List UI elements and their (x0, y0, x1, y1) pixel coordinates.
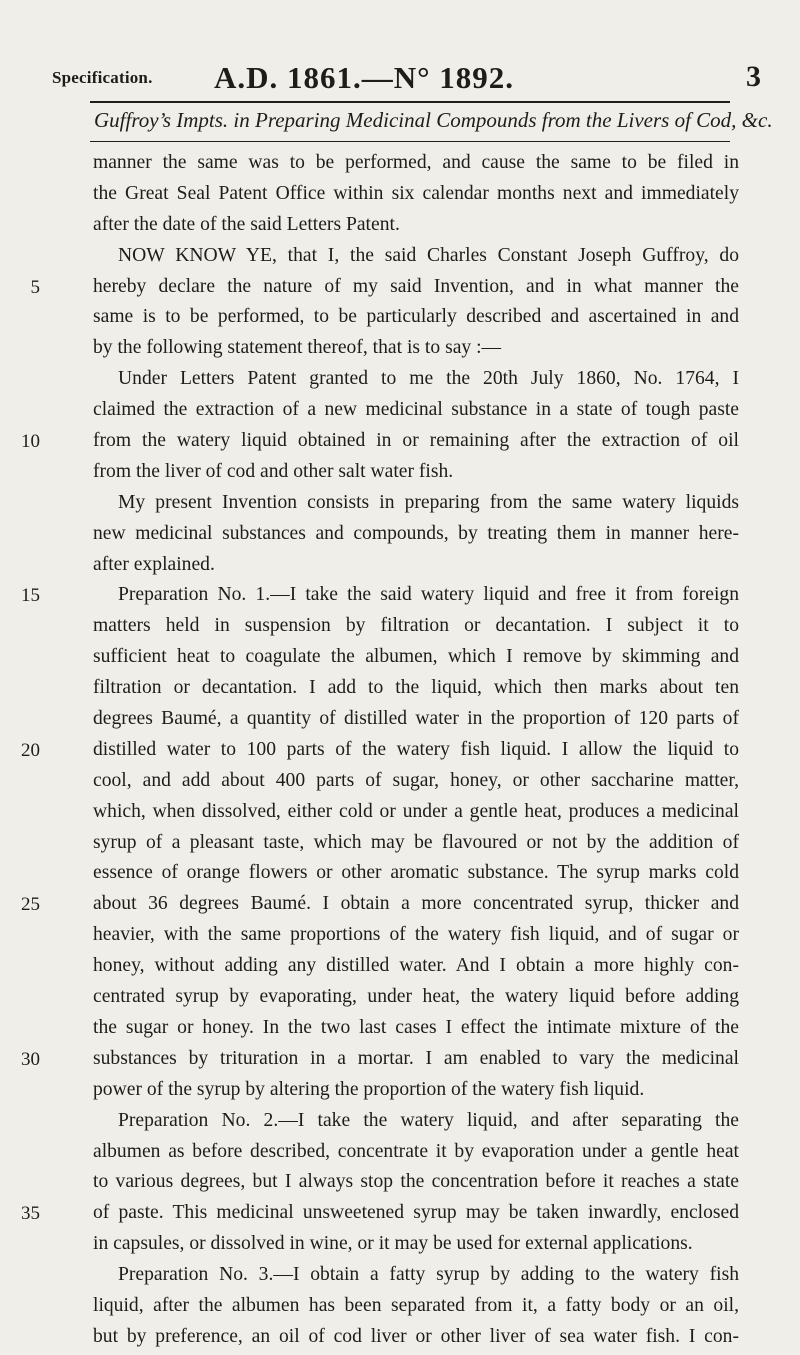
line-text: My present Invention consists in preparing from the same watery liquids (118, 491, 739, 513)
text-line (0, 1231, 800, 1262)
text-line (0, 768, 800, 799)
text-line (0, 1169, 800, 1200)
text-line (0, 891, 800, 922)
line-text: by the following statement thereof, that is to say :— (93, 337, 502, 359)
text-line (0, 1262, 800, 1293)
line-text: from the watery liquid obtained in or remaining after the extraction of oil (93, 430, 739, 452)
line-text: matters held in suspension by filtration or decantation. I subject it to (93, 615, 739, 637)
text-line (0, 613, 800, 644)
line-text: honey, without adding any distilled water. And I obtain a more highly con- (93, 955, 739, 977)
text-line (0, 582, 800, 613)
text-line (0, 304, 800, 335)
line-text: substances by trituration in a mortar. I am enabled to vary the medicinal (93, 1047, 739, 1069)
line-text: manner the same was to be performed, and cause the same to be filed in (93, 152, 739, 173)
line-text: after the date of the said Letters Patent. (93, 213, 400, 235)
text-line (0, 1324, 800, 1355)
line-text: Under Letters Patent granted to me the 20th July 1860, No. 1764, I (118, 368, 739, 390)
text-line (0, 552, 800, 583)
line-text: sufficient heat to coagulate the albumen, which I remove by skimming and (93, 646, 739, 668)
text-line (0, 490, 800, 521)
text-line (0, 397, 800, 428)
running-subtitle: Guffroy’s Impts. in Preparing Medicinal Compounds from the Livers of Cod, &c. (94, 108, 773, 132)
line-text: in capsules, or dissolved in wine, or it may be used for external applications. (93, 1233, 693, 1255)
line-text: centrated syrup by evaporating, under heat, the watery liquid before adding (93, 986, 739, 1008)
line-text: cool, and add about 400 parts of sugar, honey, or other saccharine matter, (93, 769, 739, 791)
text-line (0, 644, 800, 675)
line-text: distilled water to 100 parts of the watery fish liquid. I allow the liquid to (93, 738, 739, 760)
line-text: of paste. This medicinal unsweetened syrup may be taken inwardly, enclosed (93, 1202, 739, 1224)
line-text: claimed the extraction of a new medicinal substance in a state of tough paste (93, 399, 739, 421)
line-text: which, when dissolved, either cold or under a gentle heat, produces a medicinal (93, 800, 739, 822)
text-line (0, 737, 800, 768)
line-number: 10 (21, 431, 40, 453)
text-line (0, 459, 800, 490)
text-line (0, 521, 800, 552)
line-text: Preparation No. 1.—I take the said watery liquid and free it from foreign (118, 584, 739, 606)
line-text: the Great Seal Patent Office within six calendar months next and immediately (93, 182, 739, 204)
text-line (0, 1077, 800, 1108)
text-line (0, 1015, 800, 1046)
patent-number-title: A.D. 1861.—N° 1892. (214, 60, 515, 95)
text-line (0, 366, 800, 397)
line-text: heavier, with the same proportions of the watery fish liquid, and of sugar or (93, 924, 739, 946)
text-line (0, 1139, 800, 1170)
line-text: new medicinal substances and compounds, by treating them in manner here- (93, 522, 739, 544)
text-line (0, 181, 800, 212)
line-text: Preparation No. 3.—I obtain a fatty syrup by adding to the watery fish (118, 1264, 739, 1286)
text-line (0, 953, 800, 984)
text-line (0, 428, 800, 459)
text-line (0, 243, 800, 274)
line-text: power of the syrup by altering the proportion of the watery fish liquid. (93, 1078, 645, 1100)
text-line (0, 922, 800, 953)
page-number: 3 (746, 60, 761, 93)
header-rule-top (90, 101, 730, 103)
line-text: to various degrees, but I always stop the concentration before it reaches a state (93, 1171, 739, 1193)
line-text: but by preference, an oil of cod liver or other liver of sea water fish. I con- (93, 1325, 739, 1347)
line-text: NOW KNOW YE, that I, the said Charles Constant Joseph Guffroy, do (118, 244, 739, 266)
text-line (0, 150, 800, 181)
text-line (0, 335, 800, 366)
line-text: liquid, after the albumen has been separated from it, a fatty body or an oil, (93, 1294, 739, 1316)
line-text: essence of orange flowers or other aromatic substance. The syrup marks cold (93, 862, 739, 884)
line-text: same is to be performed, to be particularly described and ascertained in and (93, 306, 739, 328)
text-line (0, 830, 800, 861)
header-rule-bottom (90, 141, 730, 142)
line-text: the sugar or honey. In the two last cases I effect the intimate mixture of the (93, 1016, 739, 1038)
line-number: 5 (30, 276, 40, 298)
line-text: albumen as before described, concentrate it by evaporation under a gentle heat (93, 1140, 739, 1162)
body-text (0, 150, 800, 1355)
line-number: 20 (21, 739, 40, 761)
text-line (0, 675, 800, 706)
text-line (0, 274, 800, 305)
text-line (0, 1046, 800, 1077)
line-text: from the liver of cod and other salt water fish. (93, 460, 454, 482)
line-text: Preparation No. 2.—I take the watery liquid, and after separating the (118, 1109, 739, 1131)
text-line (0, 706, 800, 737)
text-line (0, 1293, 800, 1324)
text-line (0, 212, 800, 243)
line-number: 35 (21, 1203, 40, 1225)
line-text: syrup of a pleasant taste, which may be flavoured or not by the addition of (93, 831, 739, 853)
line-number: 25 (21, 894, 40, 916)
line-number: 30 (21, 1048, 40, 1070)
line-text: hereby declare the nature of my said Invention, and in what manner the (93, 275, 739, 297)
text-line (0, 984, 800, 1015)
line-number: 15 (21, 585, 40, 607)
line-text: about 36 degrees Baumé. I obtain a more concentrated syrup, thicker and (93, 893, 739, 915)
text-line (0, 799, 800, 830)
text-line (0, 1200, 800, 1231)
line-text: filtration or decantation. I add to the liquid, which then marks about ten (93, 677, 739, 699)
page-header (0, 60, 800, 100)
text-line (0, 860, 800, 891)
line-text: after explained. (93, 553, 215, 575)
line-text: degrees Baumé, a quantity of distilled water in the proportion of 120 parts of (93, 708, 739, 730)
text-line (0, 1108, 800, 1139)
specification-label: Specification. (52, 68, 153, 87)
